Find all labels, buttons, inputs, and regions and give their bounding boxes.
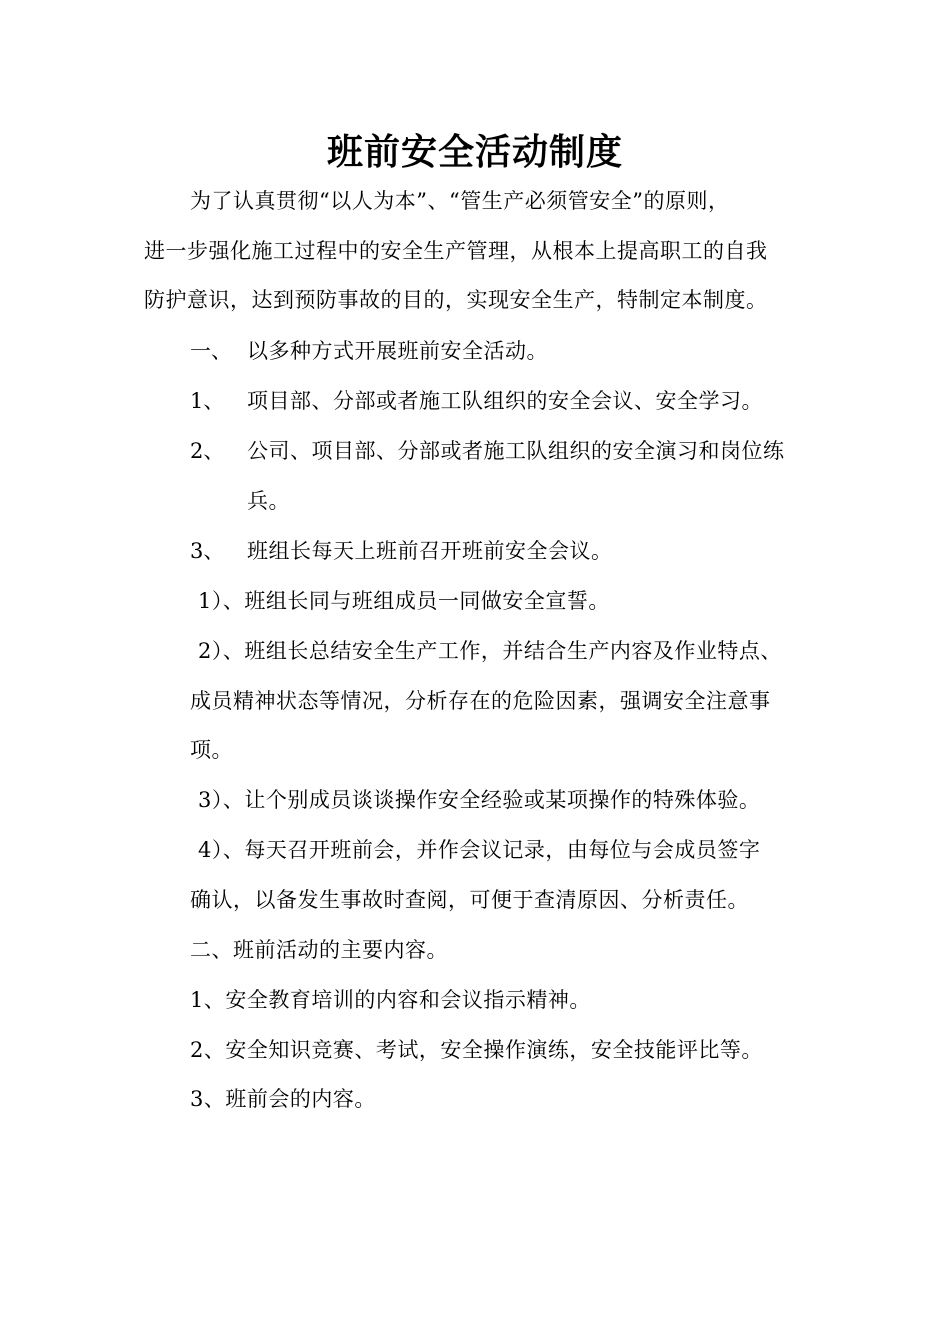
document-title: 班前安全活动制度 <box>326 131 623 173</box>
subitem4-line-2: 确认，以备发生事故时查阅，可便于查清原因、分析责任。 <box>190 888 749 912</box>
section2-heading: 二、班前活动的主要内容。 <box>190 938 448 962</box>
subitem2-line-3: 项。 <box>190 738 233 762</box>
section1-item3-number: 3、 <box>190 539 225 563</box>
subitem3-line-1: 3）、让个别成员谈谈操作安全经验或某项操作的特殊体验。 <box>198 788 761 812</box>
section1-item2-text-2: 兵。 <box>247 489 290 513</box>
subitem2-line-2: 成员精神状态等情况，分析存在的危险因素，强调安全注意事 <box>190 689 771 713</box>
section1-item2-number: 2、 <box>190 439 225 463</box>
intro-line-3: 防护意识，达到预防事故的目的，实现安全生产，特制定本制度。 <box>144 288 768 312</box>
section1-item1-text: 项目部、分部或者施工队组织的安全会议、安全学习。 <box>247 389 763 413</box>
section1-item1-number: 1、 <box>190 389 225 413</box>
section2-item1: 1、安全教育培训的内容和会议指示精神。 <box>190 988 591 1012</box>
intro-line-2: 进一步强化施工过程中的安全生产管理，从根本上提高职工的自我 <box>144 239 768 263</box>
section1-heading: 以多种方式开展班前安全活动。 <box>247 339 548 363</box>
section1-item2-text-1: 公司、项目部、分部或者施工队组织的安全演习和岗位练 <box>247 439 785 463</box>
subitem1-line-1: 1）、班组长同与班组成员一同做安全宣誓。 <box>198 589 610 613</box>
subitem2-line-1: 2）、班组长总结安全生产工作，并结合生产内容及作业特点、 <box>198 639 782 663</box>
section1-item3-text: 班组长每天上班前召开班前安全会议。 <box>247 539 613 563</box>
section2-item3: 3、班前会的内容。 <box>190 1087 376 1111</box>
intro-line-1: 为了认真贯彻“以人为本”、“管生产必须管安全”的原则， <box>190 189 730 213</box>
section2-item2: 2、安全知识竞赛、考试，安全操作演练，安全技能评比等。 <box>190 1038 763 1062</box>
section1-number: 一、 <box>190 339 232 363</box>
subitem4-line-1: 4）、每天召开班前会，并作会议记录，由每位与会成员签字 <box>198 838 761 862</box>
